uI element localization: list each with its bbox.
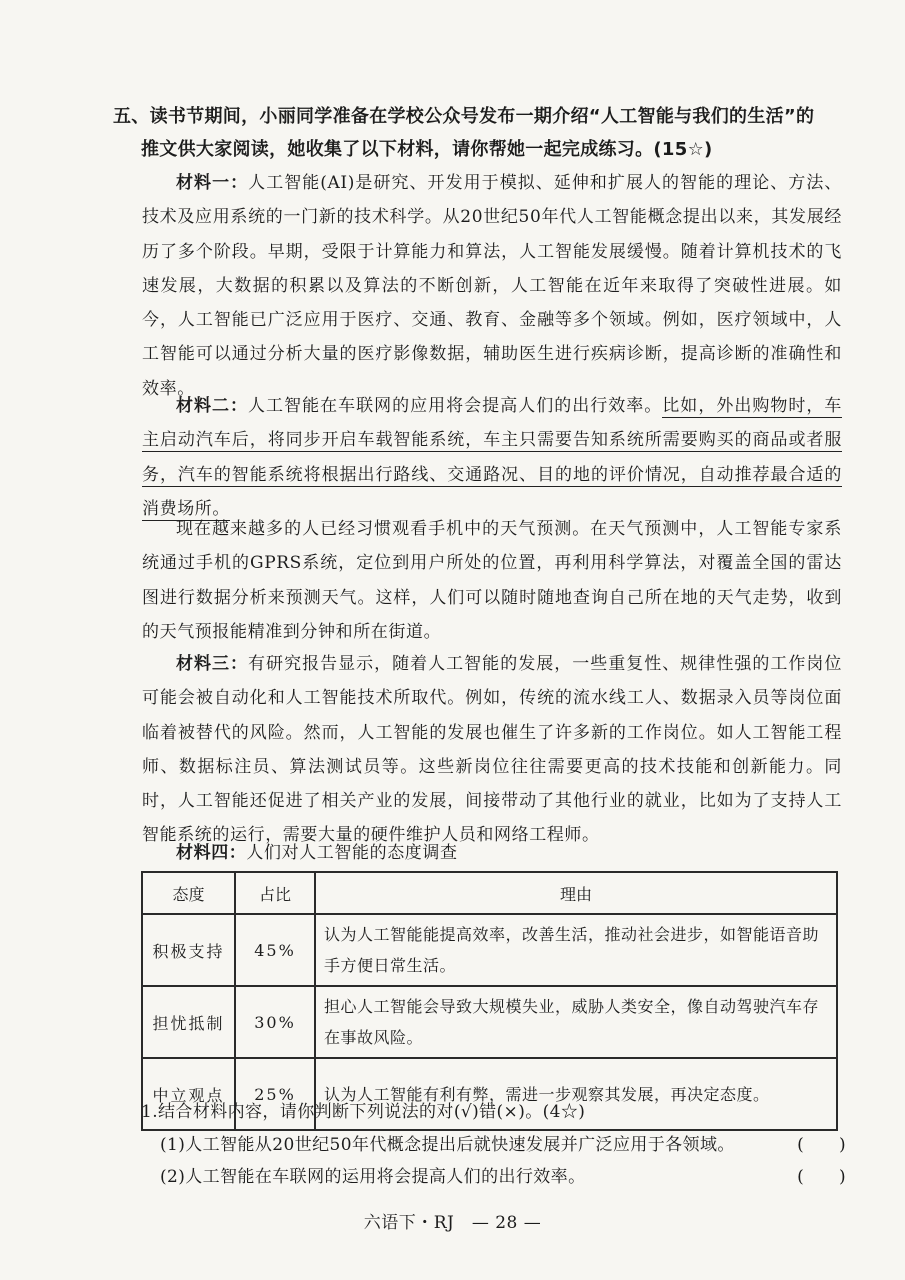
material-3-label: 材料三： <box>176 654 249 674</box>
attitude-cell: 中立观点 <box>142 1058 235 1130</box>
answer-blank[interactable]: ( ) <box>797 1167 846 1187</box>
header-reason: 理由 <box>315 872 837 914</box>
ratio-cell: 25% <box>235 1058 315 1130</box>
question-title-line2: 推文供大家阅读，她收集了以下材料，请你帮她一起完成练习。(15☆) <box>141 139 713 160</box>
exercise-item-text: (1)人工智能从20世纪50年代概念提出后就快速发展并广泛应用于各领域。 <box>160 1135 735 1155</box>
ratio-cell: 30% <box>235 986 315 1058</box>
reason-cell: 认为人工智能有利有弊，需进一步观察其发展，再决定态度。 <box>315 1058 837 1130</box>
material-2 <box>142 389 842 526</box>
reason-cell: 担心人工智能会导致大规模失业，威胁人类安全，像自动驾驶汽车存在事故风险。 <box>315 986 837 1058</box>
header-attitude: 态度 <box>142 872 235 914</box>
material-4-title: 人们对人工智能的态度调查 <box>246 843 458 863</box>
material-1-text: 人工智能(AI)是研究、开发用于模拟、延伸和扩展人的智能的理论、方法、技术及应用系统的一门新的技术科学。从20世纪50年代人工智能概念提出以来，其发展经历了多个阶段。早期，受限于计算能力和算法，人工智能发展缓慢。随着计算机技术的飞速发展，大数据的积累以及算法的不断创新，人工智能在近年来取得了突破性进展。如今，人工智能已广泛应用于医疗、交通、教育、金融等多个领域。例如，医疗领域中，人工智能可以通过分析大量的医疗影像数据，辅助医生进行疾病诊断，提高诊断的准确性和效率。 <box>142 173 842 399</box>
table-header-row <box>142 872 837 914</box>
ratio-cell: 45% <box>235 914 315 986</box>
attitude-survey-table <box>141 871 838 1131</box>
question-title-line1: 五、读书节期间，小丽同学准备在学校公众号发布一期介绍“人工智能与我们的生活”的 <box>113 106 815 127</box>
header-ratio: 占比 <box>235 872 315 914</box>
table-row <box>142 986 837 1058</box>
exercise-1-item-1 <box>160 1130 846 1160</box>
material-4-label: 材料四： <box>176 843 247 863</box>
reason-cell: 认为人工智能能提高效率，改善生活，推动社会进步，如智能语音助手方便日常生活。 <box>315 914 837 986</box>
material-1-label: 材料一： <box>176 173 249 193</box>
material-2-underlined-text: 比如，外出购物时，车主启动汽车后，将同步开启车载智能系统，车主只需要告知系统所需要购买的商品或者服务，汽车的智能系统将根据出行路线、交通路况、目的地的评价情况，自动推荐最合适的消费场所。 <box>142 396 842 519</box>
attitude-cell: 积极支持 <box>142 914 235 986</box>
material-3 <box>142 647 842 853</box>
material-2-text: 人工智能在车联网的应用将会提高人们的出行效率。 <box>248 396 663 416</box>
material-2-label: 材料二： <box>176 396 249 416</box>
exercise-item-text: (2)人工智能在车联网的运用将会提高人们的出行效率。 <box>160 1167 586 1187</box>
attitude-cell: 担忧抵制 <box>142 986 235 1058</box>
material-2-paragraph-2: 现在越来越多的人已经习惯观看手机中的天气预测。在天气预测中，人工智能专家系统通过手机的GPRS系统，定位到用户所处的位置，再利用科学算法，对覆盖全国的雷达图进行数据分析来预测天气。这样，人们可以随时随地查询自己所在地的天气走势，收到的天气预报能精准到分钟和所在街道。 <box>142 519 842 642</box>
material-4-heading <box>142 836 842 870</box>
table-row <box>142 914 837 986</box>
answer-blank[interactable]: ( ) <box>797 1135 846 1155</box>
exercise-1-prompt: 1.结合材料内容，请你判断下列说法的对(√)错(×)。(4☆) <box>141 1102 586 1122</box>
material-1 <box>142 166 842 406</box>
exercise-1-item-2 <box>160 1162 846 1192</box>
material-3-text: 有研究报告显示，随着人工智能的发展，一些重复性、规律性强的工作岗位可能会被自动化和人工智能技术所取代。例如，传统的流水线工人、数据录入员等岗位面临着被替代的风险。然而，人工智能的发展也催生了许多新的工作岗位。如人工智能工程师、数据标注员、算法测试员等。这些新岗位往往需要更高的技术技能和创新能力。同时，人工智能还促进了相关产业的发展，间接带动了其他行业的就业，比如为了支持人工智能系统的运行，需要大量的硬件维护人员和网络工程师。 <box>142 654 842 846</box>
page-footer: 六语下・RJ — 28 — <box>363 1213 542 1233</box>
question-title <box>113 100 848 166</box>
